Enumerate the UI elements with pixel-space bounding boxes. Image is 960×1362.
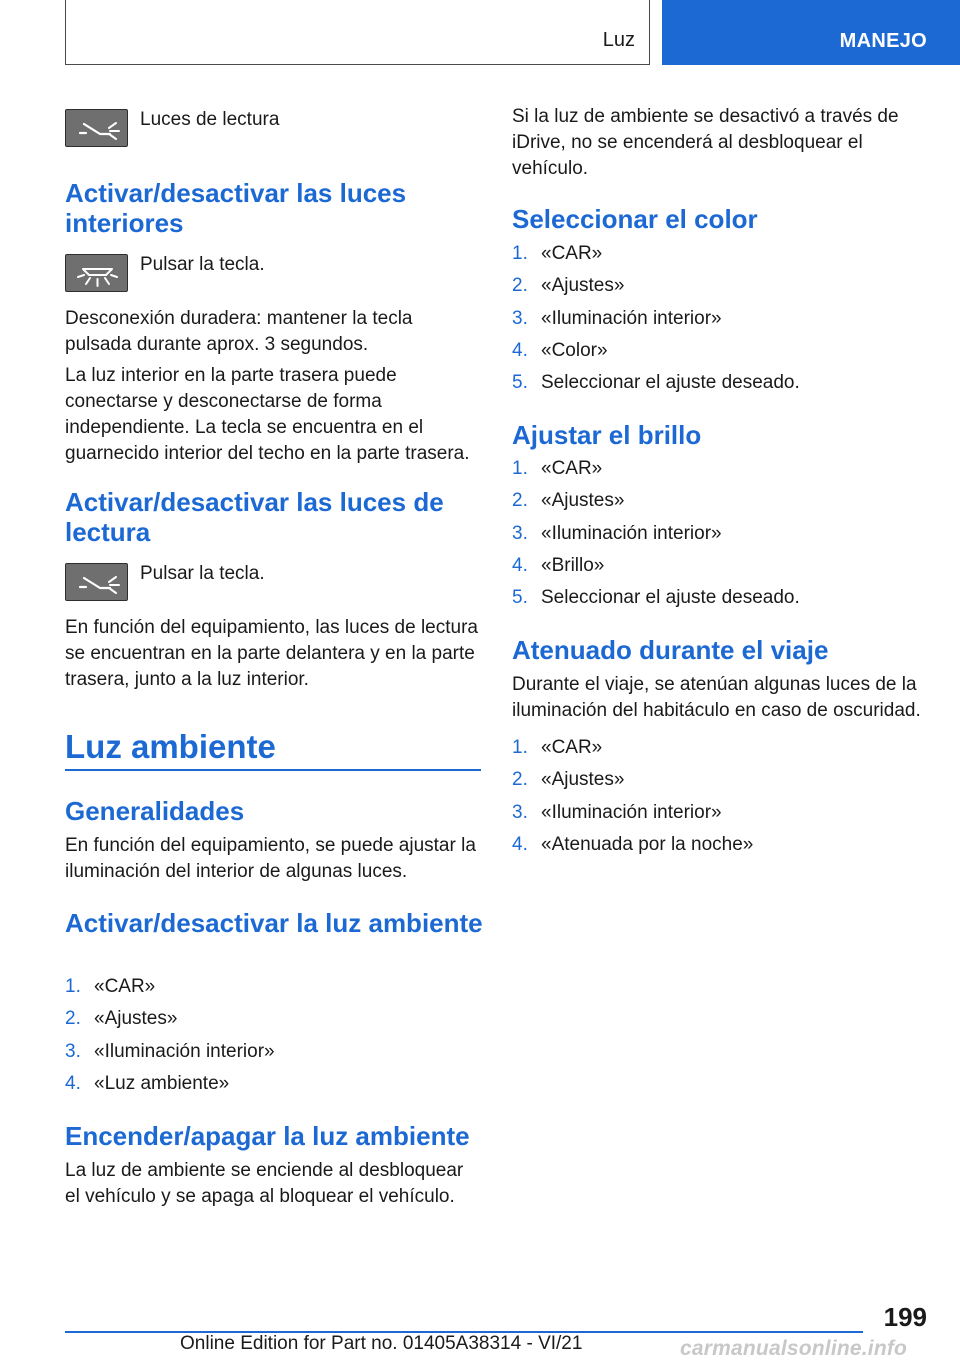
- heading-night-dimming: Atenuado durante el viaje: [512, 635, 829, 665]
- heading-select-color: Seleccionar el color: [512, 204, 758, 234]
- heading-adjust-brightness: Ajustar el brillo: [512, 420, 702, 450]
- list-item: 3. «Iluminación interior»: [512, 307, 722, 329]
- header-chapter-tab: [662, 0, 960, 65]
- list-night-dimming: [512, 735, 932, 864]
- list-item: 1. «CAR»: [65, 976, 156, 997]
- heading-ambient-rule: [65, 769, 481, 771]
- list-item: 1. «CAR»: [512, 458, 603, 479]
- reading-light-label: Luces de lectura: [140, 109, 280, 130]
- list-item: 4. «Brillo»: [512, 554, 605, 576]
- interior-light-icon-row: [65, 254, 483, 294]
- watermark: carmanualsonline.info: [680, 1337, 908, 1360]
- heading-general: Generalidades: [65, 796, 245, 826]
- list-item: 2. «Ajustes»: [512, 769, 625, 791]
- interior-light-key-icon: [65, 254, 128, 292]
- page-number: 199: [883, 1302, 927, 1332]
- list-item: 5. Seleccionar el ajuste deseado.: [512, 372, 800, 394]
- reading-light-key-icon: [65, 109, 128, 147]
- paragraph-rear-light: La luz interior en la parte trasera puede conectarse y desconectarse de forma independiente. La tecla se encuentra en el guarnecido interior del techo en la parte trasera.: [65, 365, 470, 464]
- header-box: [65, 0, 650, 65]
- paragraph-idrive-note: Si la luz de ambiente se desactivó a través de iDrive, no se encenderá al desbloquear el vehículo.: [512, 106, 899, 179]
- paragraph-general: En función del equipamiento, se puede ajustar la iluminación del interior de algunas luces.: [65, 835, 476, 882]
- reading-light-toggle-label: Pulsar la tecla.: [140, 563, 265, 584]
- heading-interior-lights: Activar/desactivar las luces interiores: [65, 178, 407, 238]
- list-toggle-ambient: [65, 974, 483, 1103]
- paragraph-night-dimming: Durante el viaje, se atenúan algunas luces de la iluminación del habitáculo en caso de oscuridad.: [512, 674, 921, 721]
- paragraph-reading-lights-location: En función del equipamiento, las luces de lectura se encuentran en la parte delantera y en la parte trasera, junto a la luz interior.: [65, 617, 478, 690]
- footer-edition: Online Edition for Part no. 01405A38314 - VI/21: [180, 1333, 583, 1354]
- list-item: 3. «Iluminación interior»: [512, 522, 722, 544]
- list-select-color: [512, 241, 932, 402]
- list-item: 3. «Iluminación interior»: [65, 1040, 275, 1062]
- reading-light-icon-row: [65, 109, 483, 149]
- list-item: 1. «CAR»: [512, 737, 603, 758]
- paragraph-permanent-off: Desconexión duradera: mantener la tecla pulsada durante aprox. 3 segundos.: [65, 308, 413, 355]
- header-section-title: Luz: [602, 29, 635, 51]
- list-item: 4. «Atenuada por la noche»: [512, 833, 754, 855]
- list-item: 3. «Iluminación interior»: [512, 801, 722, 823]
- paragraph-switch-ambient: La luz de ambiente se enciende al desbloquear el vehículo y se apaga al bloquear el vehículo.: [65, 1160, 464, 1207]
- list-item: 1. «CAR»: [512, 243, 603, 264]
- list-item: 2. «Ajustes»: [65, 1008, 178, 1030]
- reading-light-toggle-icon-row: [65, 563, 483, 603]
- heading-switch-ambient: Encender/apagar la luz ambiente: [65, 1121, 470, 1151]
- list-item: 5. Seleccionar el ajuste deseado.: [512, 587, 800, 609]
- reading-light-toggle-key-icon: [65, 563, 128, 601]
- heading-ambient-light: Luz ambiente: [65, 728, 276, 765]
- interior-light-label: Pulsar la tecla.: [140, 254, 265, 275]
- heading-toggle-ambient: Activar/desactivar la luz ambiente: [65, 908, 483, 938]
- list-item: 2. «Ajustes»: [512, 490, 625, 512]
- list-item: 4. «Color»: [512, 339, 608, 361]
- list-item: 2. «Ajustes»: [512, 275, 625, 297]
- heading-reading-lights: Activar/desactivar las luces de lectura: [65, 487, 444, 547]
- header-chapter-label: MANEJO: [839, 30, 927, 52]
- list-adjust-brightness: [512, 456, 932, 617]
- list-item: 4. «Luz ambiente»: [65, 1072, 230, 1094]
